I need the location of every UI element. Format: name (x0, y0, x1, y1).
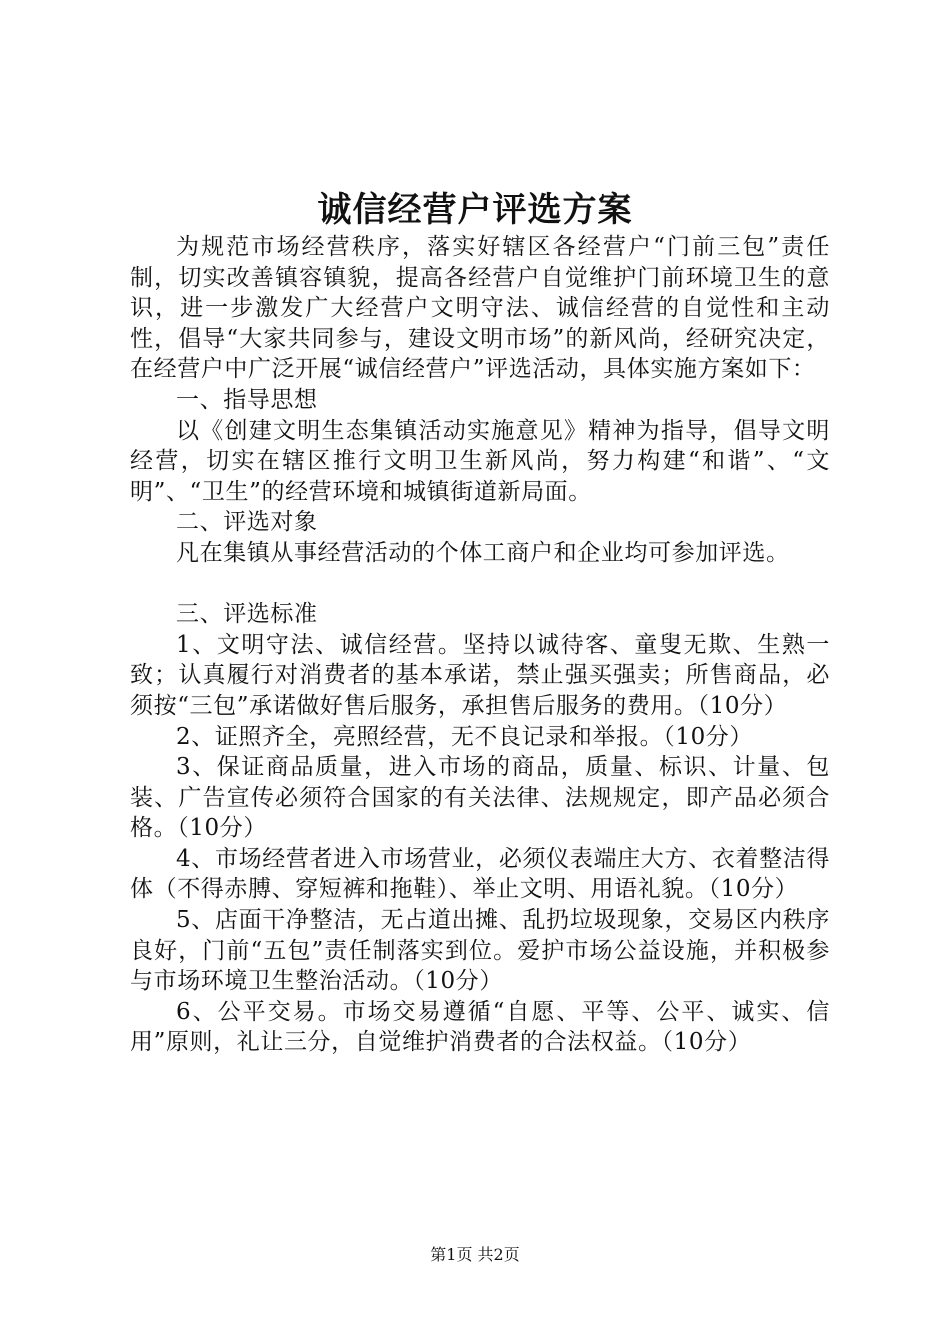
guiding-ideology-paragraph: 以《创建文明生态集镇活动实施意见》精神为指导，倡导文明经营，切实在辖区推行文明卫生新风尚，努力构建“和谐”、“文明”、“卫生”的经营环境和城镇街道新局面。 (130, 417, 830, 505)
criteria-item: 5、店面干净整洁，无占道出摊、乱扔垃圾现象，交易区内秩序良好，门前“五包”责任制落实到位。爱护市场公益设施，并积极参与市场环境卫生整治活动。（10分） (130, 907, 830, 995)
blank-line (130, 569, 830, 600)
section-heading-selection-target: 二、评选对象 (176, 509, 318, 536)
criteria-item: 2、证照齐全，亮照经营，无不良记录和举报。（10分） (176, 723, 753, 750)
criteria-item: 1、文明守法、诚信经营。坚持以诚待客、童叟无欺、生熟一致；认真履行对消费者的基本承诺，禁止强买强卖；所售商品，必须按“三包”承诺做好售后服务，承担售后服务的费用。（10分） (130, 631, 830, 719)
criteria-item: 4、市场经营者进入市场营业，必须仪表端庄大方、衣着整洁得体（不得赤膊、穿短裤和拖鞋）、举止文明、用语礼貌。（10分） (130, 845, 830, 903)
criteria-item: 6、公平交易。市场交易遵循“自愿、平等、公平、诚实、信用”原则，礼让三分，自觉维护消费者的合法权益。（10分） (130, 998, 830, 1056)
intro-paragraph: 为规范市场经营秩序，落实好辖区各经营户“门前三包”责任制，切实改善镇容镇貌，提高各经营户自觉维护门前环境卫生的意识，进一步激发广大经营户文明守法、诚信经营的自觉性和主动性，倡导“大家共同参与，建设文明市场”的新风尚，经研究决定，在经营户中广泛开展“诚信经营户”评选活动，具体实施方案如下： (130, 234, 830, 383)
section-heading-selection-criteria: 三、评选标准 (176, 601, 318, 628)
page-footer: 第1页 共2页 (430, 1245, 520, 1264)
selection-target-paragraph: 凡在集镇从事经营活动的个体工商户和企业均可参加评选。 (176, 539, 790, 566)
section-heading-guiding-ideology: 一、指导思想 (176, 386, 318, 413)
document-title: 诚信经营户评选方案 (317, 190, 633, 230)
document-body (130, 232, 830, 1058)
criteria-item: 3、保证商品质量，进入市场的商品，质量、标识、计量、包装、广告宣传必须符合国家的有关法律、法规规定，即产品必须合格。（10分） (130, 754, 830, 842)
